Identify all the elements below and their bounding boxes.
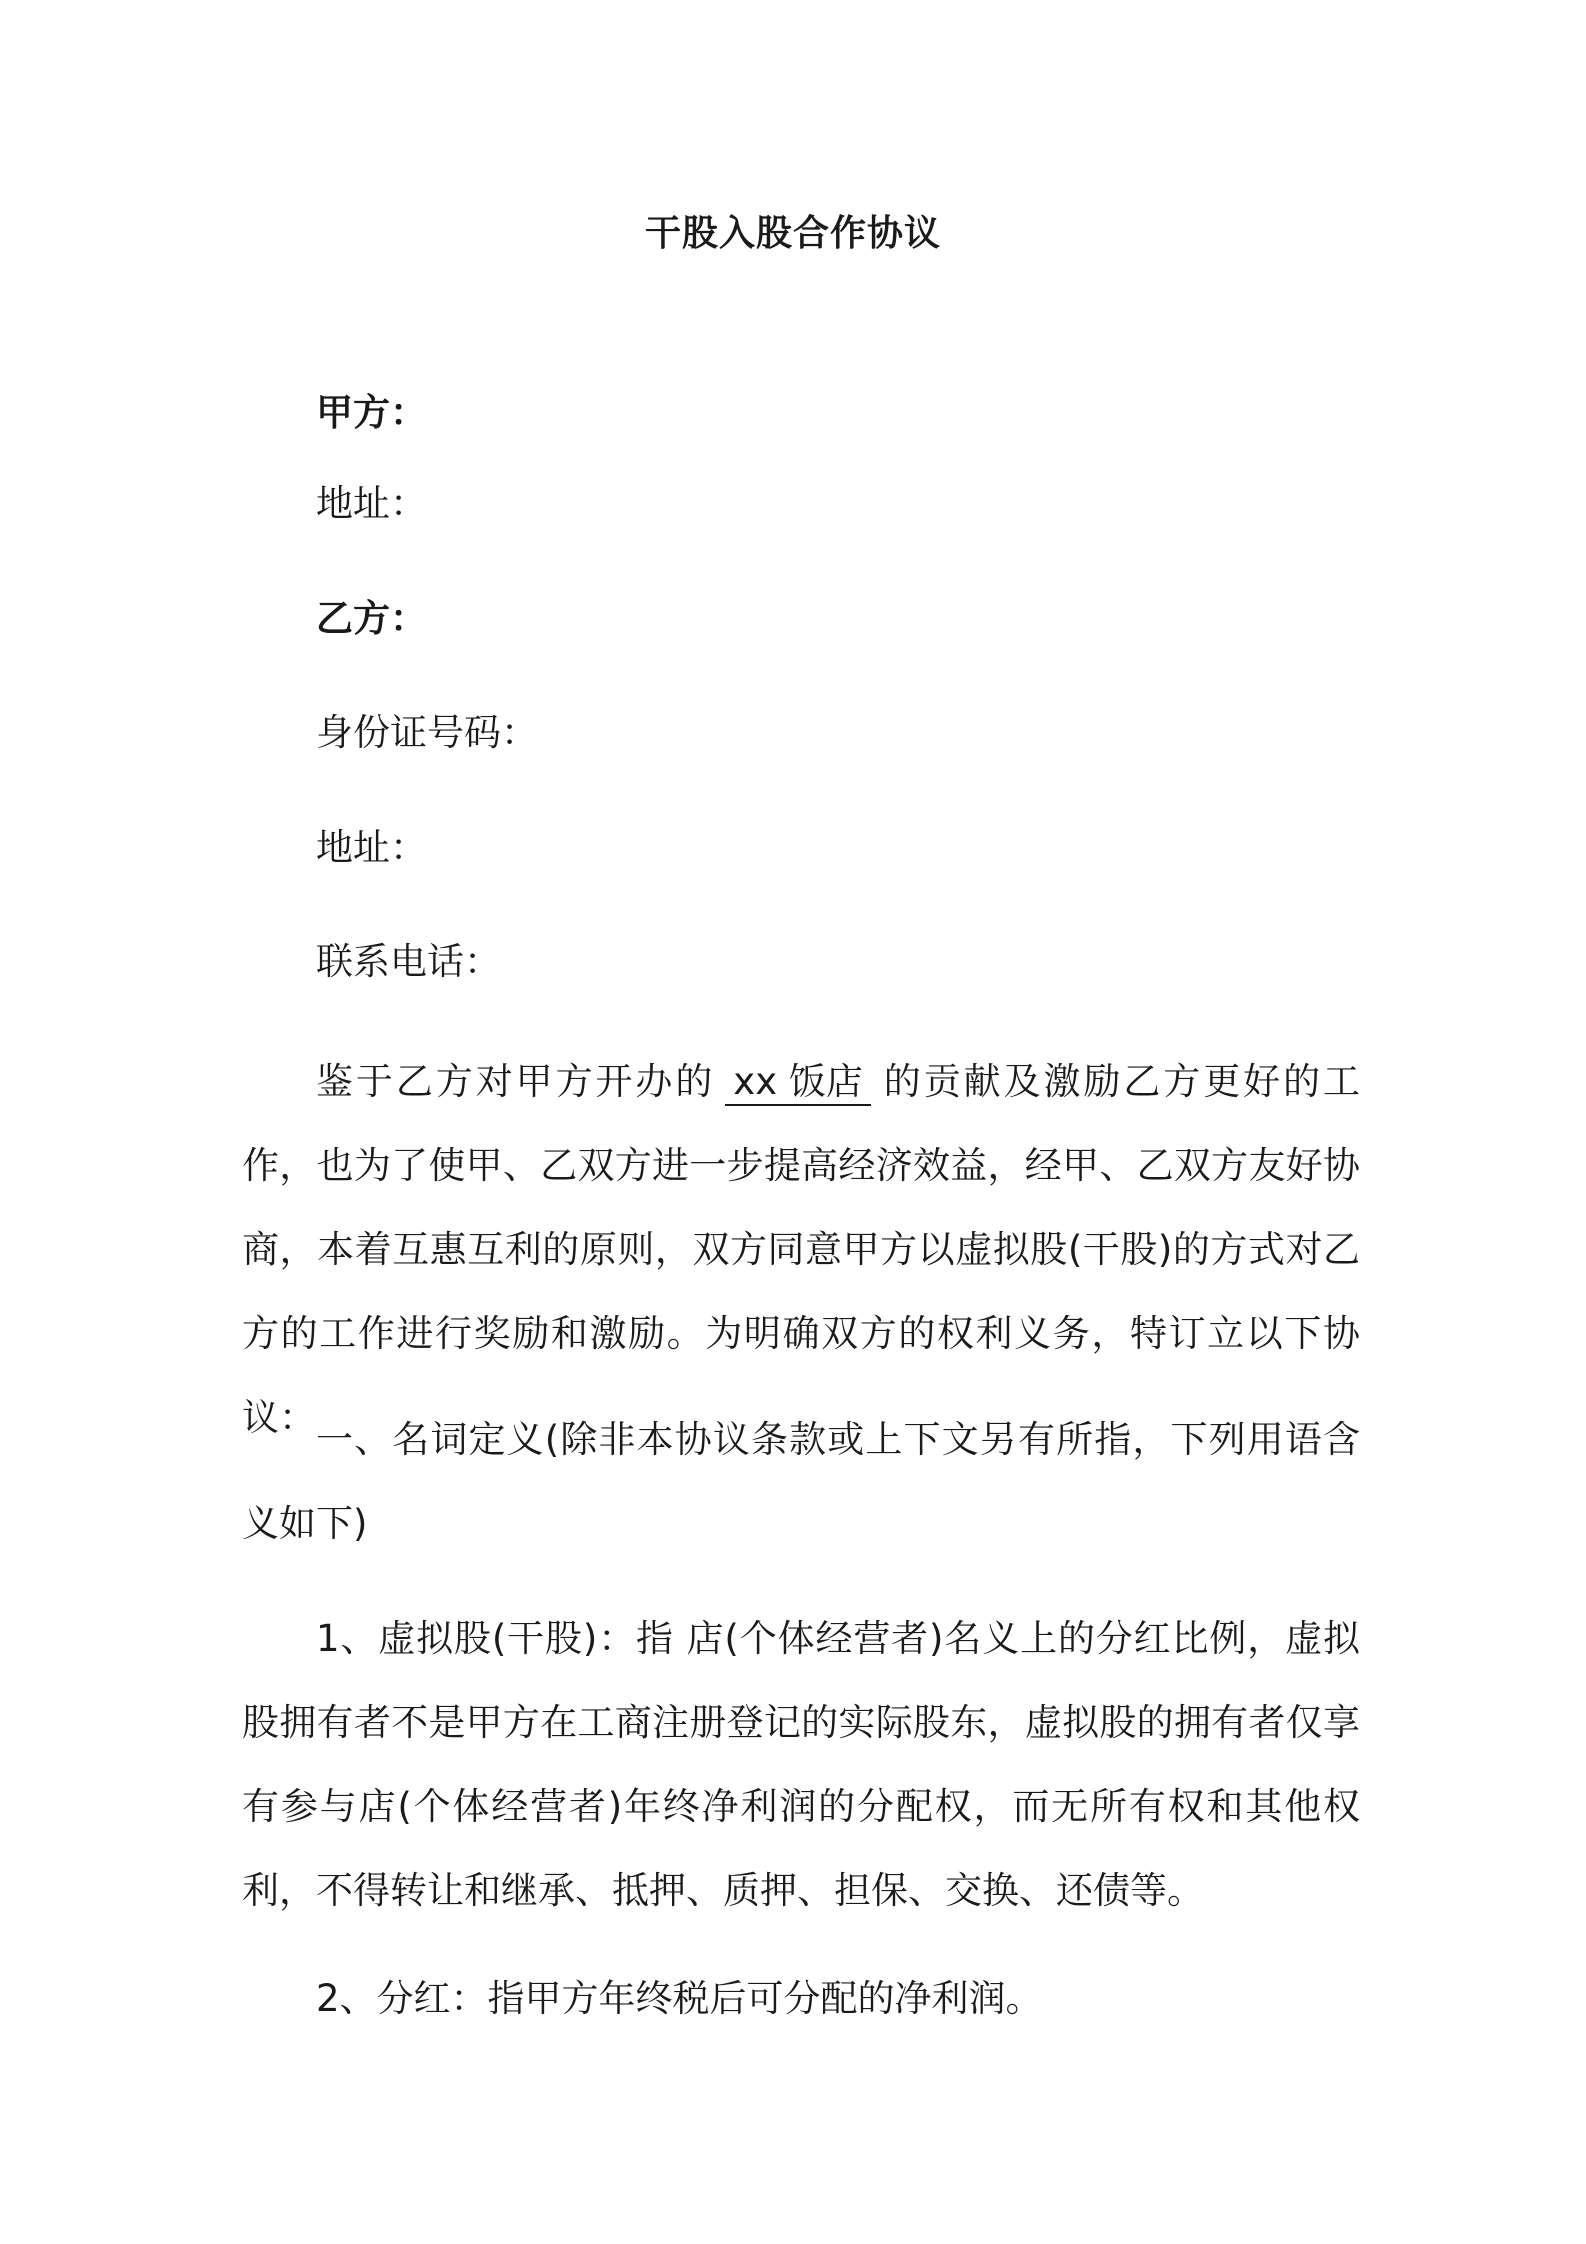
id-number-label: 身份证号码： [316, 711, 538, 754]
party-b-address-label: 地址： [316, 826, 427, 869]
preamble-text-before: 鉴于乙方对甲方开办的 [316, 1060, 716, 1103]
section-1-heading: 一、名词定义(除非本协议条款或上下文另有所指，下列用语含义如下) [242, 1418, 1360, 1545]
party-b-label: 乙方： [316, 597, 427, 640]
preamble-text-after: 的贡献及激励乙方更好的工作，也为了使甲、乙双方进一步提高经济效益，经甲、乙双方友好协商，本着互惠互利的原则，双方同意甲方以虚拟股(干股)的方式对乙方的工作进行奖励和激励。为明确双方的权利义务，特订立以下协议： [242, 1060, 1361, 1439]
phone-label: 联系电话： [316, 940, 501, 983]
document-title: 干股入股合作协议 [644, 213, 941, 254]
restaurant-name-blank: xx 饭店 [725, 1060, 871, 1106]
party-a-address-label: 地址： [316, 482, 427, 525]
party-a-label: 甲方： [316, 391, 427, 434]
clause-2-paragraph: 2、分红：指甲方年终税后可分配的净利润。 [316, 1977, 1043, 2020]
clause-1-paragraph: 1、虚拟股(干股)：指 店(个体经营者)名义上的分红比例，虚拟股拥有者不是甲方在工商注册登记的实际股东，虚拟股的拥有者仅享有参与店(个体经营者)年终净利润的分配权，而无所有权和其他权利，不得转让和继承、抵押、质押、担保、交换、还债等。 [242, 1617, 1360, 1912]
preamble-paragraph [242, 1040, 1360, 1460]
